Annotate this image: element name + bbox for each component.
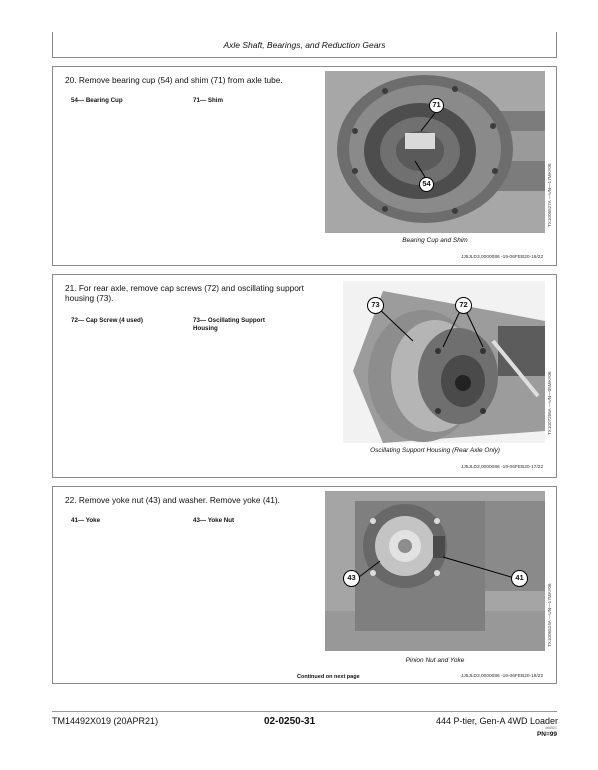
reference-code: JJ5JLD3,0000086 -19-06FEB20-18/22 bbox=[461, 674, 544, 679]
photo-oscillating-housing bbox=[343, 281, 545, 443]
legend-label: Yoke bbox=[85, 517, 101, 524]
legend-item bbox=[71, 517, 100, 525]
manual-id: TM14492X019 (20APR21) bbox=[52, 716, 159, 726]
figure-side-code: TX1007256A —UN—05MAY06 bbox=[547, 371, 552, 435]
legend-item bbox=[193, 97, 223, 105]
header-box bbox=[52, 32, 557, 58]
callout-41: 41 bbox=[511, 570, 528, 587]
model-name: 444 P-tier, Gen-A 4WD Loader bbox=[435, 716, 558, 726]
legend-label: Bearing Cup bbox=[85, 97, 123, 104]
section-page-number: 02-0250-31 bbox=[264, 716, 316, 727]
reference-code: JJ5JLD3,0000086 -19-06FEB20-16/22 bbox=[461, 255, 544, 260]
figure-caption: Pinion Nut and Yoke bbox=[405, 657, 465, 664]
page-number: PN=99 bbox=[536, 731, 557, 738]
legend-key: 71— bbox=[193, 97, 207, 104]
callout-54: 54 bbox=[419, 177, 434, 192]
legend-item bbox=[193, 317, 288, 332]
legend-key: 43— bbox=[193, 517, 207, 524]
reference-code: JJ5JLD3,0000086 -19-06FEB20-17/22 bbox=[461, 465, 544, 470]
step-instruction: 21. For rear axle, remove cap screws (72) and oscillating support housing (73). bbox=[65, 283, 304, 303]
legend-key: 72— bbox=[71, 317, 85, 324]
legend-item bbox=[71, 97, 123, 105]
legend-label: Oscillating Support Housing bbox=[193, 317, 265, 332]
legend-key: 41— bbox=[71, 517, 85, 524]
photo-bearing-cup bbox=[325, 71, 545, 233]
step-instruction: 22. Remove yoke nut (43) and washer. Remove yoke (41). bbox=[65, 495, 280, 505]
figure-caption: Oscillating Support Housing (Rear Axle Only) bbox=[370, 447, 500, 454]
step-20-box bbox=[52, 66, 557, 266]
step-22-box bbox=[52, 486, 557, 684]
legend-label: Yoke Nut bbox=[207, 517, 235, 524]
figure-side-code: TX1006524A —UN—17MAY06 bbox=[547, 583, 552, 647]
figure-side-code: TX1006527A —UN—17MAY06 bbox=[547, 163, 552, 227]
step-instruction: 20. Remove bearing cup (54) and shim (71) from axle tube. bbox=[65, 75, 283, 85]
pinion-yoke-photo-svg bbox=[325, 491, 545, 651]
legend-item bbox=[71, 317, 143, 325]
legend-key: 73— bbox=[193, 317, 207, 324]
continued-note: Continued on next page bbox=[297, 674, 360, 680]
legend-item bbox=[193, 517, 234, 525]
footer-small-code: 060921 bbox=[545, 726, 557, 730]
photo-pinion-yoke bbox=[325, 491, 545, 651]
callout-73: 73 bbox=[367, 297, 384, 314]
callout-43: 43 bbox=[343, 570, 360, 587]
callout-71: 71 bbox=[429, 98, 444, 113]
legend-label: Cap Screw (4 used) bbox=[85, 317, 143, 324]
figure-caption: Bearing Cup and Shim bbox=[402, 237, 468, 244]
callout-72: 72 bbox=[455, 297, 472, 314]
footer-divider bbox=[52, 711, 557, 712]
legend-key: 54— bbox=[71, 97, 85, 104]
page-title: Axle Shaft, Bearings, and Reduction Gears bbox=[223, 40, 386, 50]
step-21-box bbox=[52, 274, 557, 478]
legend-label: Shim bbox=[207, 97, 223, 104]
bearing-cup-photo-svg bbox=[325, 71, 545, 233]
